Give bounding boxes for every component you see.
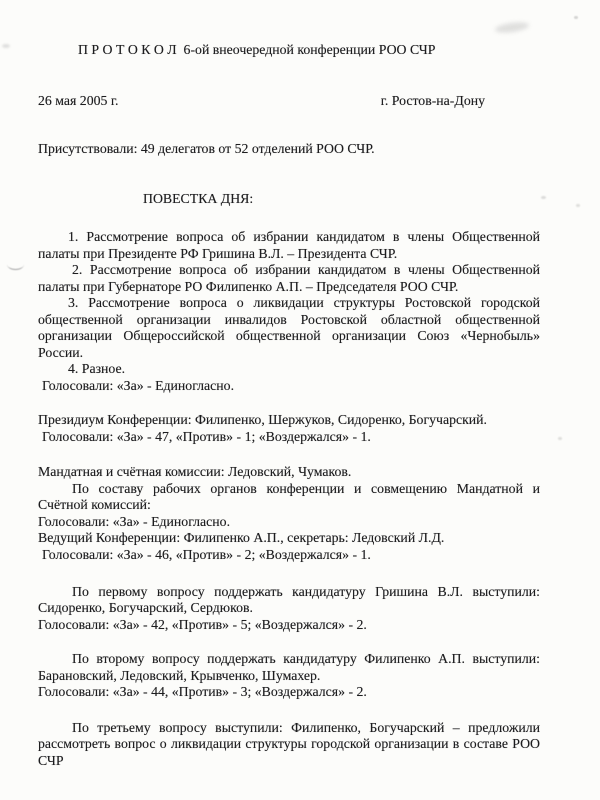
agenda-item-4: 4. Разное. bbox=[68, 361, 126, 376]
document-body bbox=[38, 0, 540, 769]
protocol-title: П Р О Т О К О Л 6-ой внеочередной конференции РОО СЧР bbox=[78, 42, 436, 57]
question3-line-1: По третьему вопросу выступили: Филипенко, Богучарский – предложили bbox=[72, 719, 540, 735]
agenda-vote-line: Голосовали: «За» - Единогласно. bbox=[42, 377, 235, 393]
composition-line-1: По составу рабочих органов конференции и совмещению Мандатной и bbox=[72, 480, 540, 496]
chair-vote-line: Голосовали: «За» - 46, «Против» - 2; «Воздержался» - 1. bbox=[42, 546, 371, 562]
scan-artifact-speck bbox=[541, 196, 546, 199]
agenda-heading: ПОВЕСТКА ДНЯ: bbox=[143, 191, 254, 206]
scan-artifact-speck bbox=[2, 44, 10, 48]
scan-artifact-speck bbox=[576, 204, 580, 207]
presidium-vote-line: Голосовали: «За» - 47, «Против» - 1; «Воздержался» - 1. bbox=[42, 428, 371, 444]
agenda-item-3-line-3: организации Общероссийской общественной организации Союз «Чернобыль» bbox=[38, 328, 540, 343]
date-text: 26 мая 2005 г. bbox=[38, 93, 119, 108]
question2-line-2: Барановский, Ледовский, Крывченко, Шумахер. bbox=[38, 667, 321, 683]
agenda-item-3-line-4: России. bbox=[38, 344, 84, 360]
agenda-item-2-line-1: 2. Рассмотрение вопроса об избрании кандидатом в члены Общественной bbox=[72, 262, 540, 277]
city-text: г. Ростов-на-Дону bbox=[380, 93, 485, 108]
agenda-item-3-line-1: 3. Рассмотрение вопроса о ликвидации структуры Ростовской городской bbox=[68, 295, 540, 310]
commissions-line: Мандатная и счётная комиссии: Ледовский, Чумаков. bbox=[38, 464, 352, 479]
question1-vote-line: Голосовали: «За» - 42, «Против» - 5; «Воздержался» - 2. bbox=[38, 616, 367, 632]
composition-line-2: Счётной комиссий: bbox=[38, 497, 151, 512]
agenda-item-1-line-1: 1. Рассмотрение вопроса об избрании кандидатом в члены Общественной bbox=[68, 229, 540, 244]
date-place-row bbox=[38, 93, 540, 110]
question2-vote-line: Голосовали: «За» - 44, «Против» - 3; «Воздержался» - 2. bbox=[38, 684, 367, 699]
attendance-line: Присутствовали: 49 делегатов от 52 отделений РОО СЧР. bbox=[38, 141, 375, 156]
question3-line-3-clipped: СЧР bbox=[38, 752, 64, 768]
question1-line-2: Сидоренко, Богучарский, Сердюков. bbox=[38, 600, 253, 615]
scan-artifact-arc bbox=[7, 259, 24, 270]
scan-artifact-speck bbox=[558, 437, 562, 440]
scan-artifact-speck bbox=[574, 16, 578, 19]
question3-line-2: рассмотреть вопрос о ликвидации структуры городской организации в составе РОО bbox=[38, 736, 540, 751]
presidium-line: Президиум Конференции: Филипенко, Шержуков, Сидоренко, Богучарский. bbox=[38, 412, 488, 427]
question1-line-1: По первому вопросу поддержать кандидатуру Гришина В.Л. выступили: bbox=[72, 583, 540, 599]
agenda-item-3-line-2: общественной организации инвалидов Ростовской областной общественной bbox=[38, 311, 540, 327]
agenda-item-2-line-2: палаты при Губернаторе РО Филипенко А.П. – Председателя РОО СЧР. bbox=[38, 278, 459, 294]
agenda-item-1-line-2: палаты при Президенте РФ Гришина В.Л. – Президента СЧР. bbox=[38, 245, 398, 261]
question2-line-1: По второму вопросу поддержать кандидатуру Филипенко А.П. выступили: bbox=[72, 651, 540, 666]
commissions-vote-line: Голосовали: «За» - Единогласно. bbox=[38, 513, 231, 529]
chair-line: Ведущий Конференции: Филипенко А.П., секретарь: Ледовский Л.Д. bbox=[38, 530, 445, 545]
